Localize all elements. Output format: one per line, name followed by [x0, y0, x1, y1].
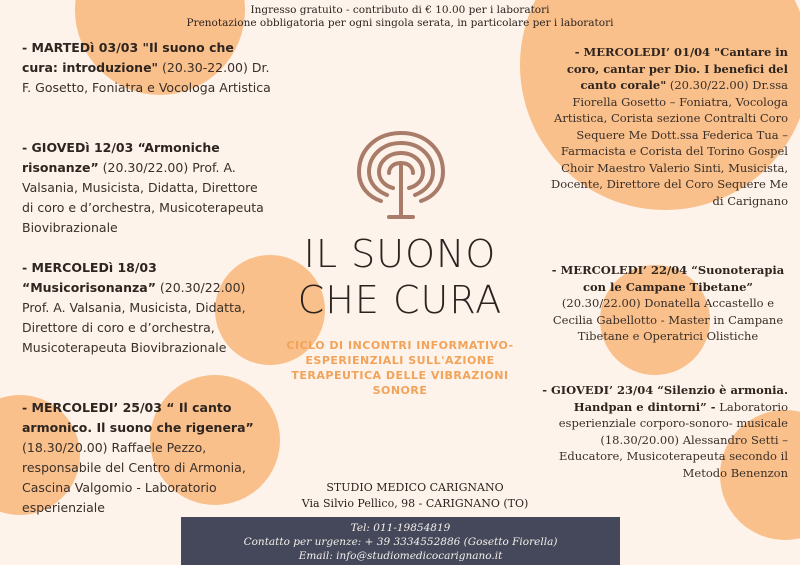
event-title: - MERCOLEDI’ 22/04 “Suonoterapia con le Campane Tibetane” [551, 263, 785, 294]
event-details: (20.30/22.00) Donatella Accastello e Cecilia Gabellotto - Master in Campane Tibetane e Operatrici Olistiche [552, 296, 784, 343]
labyrinth-tree-icon [351, 125, 451, 225]
event-title: - MERCOLEDI’ 25/03 “ Il canto armonico. Il suono che rigenera” [22, 400, 254, 435]
header-line-2: Prenotazione obbligatoria per ogni singola serata, in particolare per i laboratori [186, 17, 614, 29]
event-details: Dr. F. Gosetto, Foniatra e Vocologa Artistica [22, 60, 271, 95]
event-left-2 [22, 138, 267, 238]
header-line-1: Ingresso gratuito - contributo di € 10.00 per i laboratori [250, 4, 550, 16]
event-details: Prof. A. Valsania, Musicista, Didatta, Direttore di coro e d’orchestra, Musicoterapeuta Biovibrazionale [22, 160, 264, 235]
page-title [260, 232, 540, 322]
event-time: (20.30-22.00) [158, 60, 248, 75]
studio-street: Via Silvio Pellico, 98 - CARIGNANO (TO) [301, 497, 529, 510]
event-details: (18.30/20.00) Raffaele Pezzo, responsabile del Centro di Armonia, Cascina Valgomio - Laboratorio esperienziale [22, 440, 246, 515]
header-note [0, 4, 800, 30]
event-time: (20.30/22.00) [666, 78, 749, 92]
event-details: Prof. A. Valsania, Musicista, Didatta, Direttore di coro e d’orchestra, Musicoterapeuta Biovibrazionale [22, 300, 246, 355]
subtitle: CICLO DI INCONTRI INFORMATIVO-ESPERIENZIALI SULL'AZIONE TERAPEUTICA DELLE VIBRAZIONI SONORE [286, 339, 514, 397]
event-details: Laboratorio esperienziale corporo-sonoro- musicale (18.30/20.00) Alessandro Setti – Educatore, Musicoterapeuta secondo il Metodo Benenzon [558, 399, 788, 480]
title-line-1: IL SUONO [303, 232, 497, 276]
footer-email: Email: info@studiomedicocarignano.it [298, 550, 503, 562]
event-title: - MERCOLEDI’ 01/04 "Cantare in coro, cantar per Dio. I benefici del canto corale" [566, 45, 788, 92]
studio-address [285, 480, 545, 512]
footer-tel: Tel: 011-19854819 [350, 522, 451, 534]
event-time: (20.30/22.00) [155, 280, 246, 295]
footer-urgent: Contatto per urgenze: + 39 3334552886 (Gosetto Fiorella) [243, 536, 558, 548]
event-left-1 [22, 38, 272, 98]
event-time: (20.30/22.00) [98, 160, 189, 175]
event-left-4 [22, 398, 272, 518]
event-title: - GIOVEDì 12/03 “Armoniche risonanze” [22, 140, 220, 175]
event-left-3 [22, 258, 267, 358]
event-title: - MARTEDì 03/03 "Il suono che cura: introduzione" [22, 40, 234, 75]
event-right-1 [545, 44, 788, 209]
event-title: - MERCOLEDì 18/03 “Musicorisonanza” [22, 260, 157, 295]
event-right-3 [538, 382, 788, 481]
studio-name: STUDIO MEDICO CARIGNANO [326, 481, 504, 494]
event-right-2 [548, 262, 788, 345]
event-details: Dr.ssa Fiorella Gosetto – Foniatra, Vocologa Artistica, Corista sezione Contralti Coro Sequere Me Dott.ssa Federica Tua – Farmacista e Corista del Torino Gospel Choir Maestro Valerio Sinti, Musicista, Docente, Direttore del Coro Sequere Me di Carignano [551, 78, 788, 208]
title-line-2: CHE CURA [297, 278, 503, 322]
contact-footer [181, 517, 620, 565]
event-title: - GIOVEDI’ 23/04 “Silenzio è armonia. Handpan e dintorni” - [542, 383, 788, 414]
